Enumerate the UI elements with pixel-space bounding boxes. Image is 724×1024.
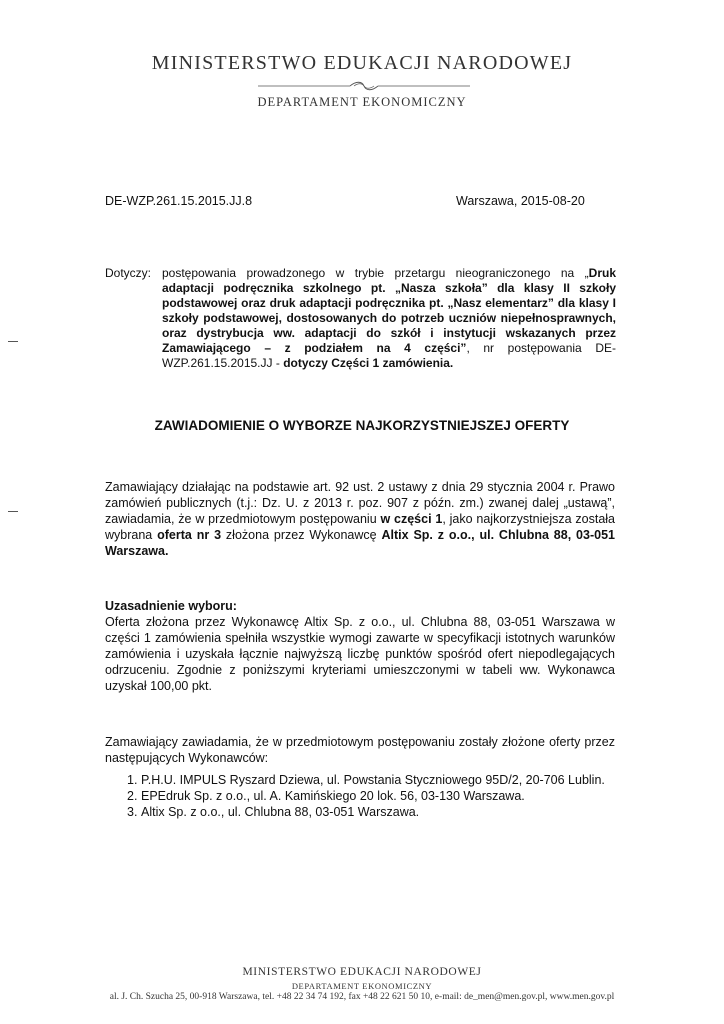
- list-item-text: EPEdruk Sp. z o.o., ul. A. Kamińskiego 20 lok. 56, 03-130 Warszawa.: [141, 789, 525, 803]
- list-item-text: P.H.U. IMPULS Ryszard Dziewa, ul. Powstania Styczniowego 95D/2, 20-706 Lublin.: [141, 773, 605, 787]
- decision-bold-1: w części 1: [380, 512, 443, 526]
- footer-ministry: MINISTERSTWO EDUKACJI NARODOWEJ: [242, 966, 482, 978]
- subject-text-1: postępowania prowadzonego w trybie przetargu nieograniczonego na „: [162, 266, 589, 280]
- footer-address: al. J. Ch. Szucha 25, 00-918 Warszawa, tel. +48 22 34 74 192, fax +48 22 621 50 10, e-mail: de_men@men.gov.pl, www.men.gov.pl: [109, 992, 615, 1002]
- margin-mark: [8, 341, 18, 342]
- footer-department: DEPARTAMENT EKONOMICZNY: [291, 981, 433, 991]
- list-item-number: 2.: [127, 789, 138, 803]
- subject-text-2: , nr postępowania DE-WZP.261.15.2015.JJ -: [162, 341, 616, 370]
- justification-text: Oferta złożona przez Wykonawcę Altix Sp. z o.o., ul. Chlubna 88, 03-051 Warszawa w części 1 zamówienia spełniła wszystkie wymogi zawarte w specyfikacji istotnych warunków zamówienia i uzyskała łącznie najwyższą liczbę punktów spośród ofert niepodlegających odrzuceniu. Zgodnie z poniższymi kryteriami umieszczonymi w tabeli ww. Wykonawca uzyskał 100,00 pkt.: [105, 615, 615, 693]
- decision-bold-2: oferta nr 3: [157, 528, 222, 542]
- decision-bold-3: Altix Sp. z o.o., ul. Chlubna 88, 03-051 Warszawa.: [105, 528, 615, 558]
- subject-bold-1: Druk adaptacji podręcznika szkolnego pt. „Nasza szkoła” dla klasy II szkoły podstawowej oraz druk adaptacji podręcznika pt. „Nasz elementarz” dla klasy I szkoły podstawowej, dostosowanych do potrzeb uczniów niepełnosprawnych, oraz dystrybucja ww. adaptacji do szkół i instytucji wskazanych przez Zamawiającego – z podziałem na 4 części”: [162, 266, 616, 355]
- list-item-number: 3.: [127, 805, 138, 819]
- list-item: [105, 772, 615, 788]
- ornament-divider: [258, 80, 470, 92]
- list-item-text: Altix Sp. z o.o., ul. Chlubna 88, 03-051 Warszawa.: [141, 805, 420, 819]
- decision-text-2: , jako najkorzystniejsza została wybrana: [105, 512, 615, 542]
- list-item-number: 1.: [127, 773, 138, 787]
- ministry-title: MINISTERSTWO EDUKACJI NARODOWEJ: [151, 52, 573, 74]
- place-date: Warszawa, 2015-08-20: [456, 194, 585, 208]
- list-item: [105, 788, 615, 804]
- document-heading: ZAWIADOMIENIE O WYBORZE NAJKORZYSTNIEJSZEJ OFERTY: [154, 418, 570, 433]
- margin-mark: [8, 511, 18, 512]
- justification-title: Uzasadnienie wyboru:: [105, 599, 237, 613]
- decision-text-1: Zamawiający działając na podstawie art. 92 ust. 2 ustawy z dnia 29 stycznia 2004 r. Prawo zamówień publicznych (t.j.: Dz. U. z 2013 r. poz. 907 z późn. zm.) zwanej dalej „ustawą”, zawiadamia, że w przedmiotowym postępowaniu: [105, 480, 615, 526]
- reference-number: DE-WZP.261.15.2015.JJ.8: [105, 194, 253, 208]
- bidders-intro: Zamawiający zawiadamia, że w przedmiotowym postępowaniu zostały złożone oferty przez następujących Wykonawców:: [105, 735, 615, 765]
- list-item: [105, 804, 615, 820]
- subject-bold-2: dotyczy Części 1 zamówienia.: [283, 356, 454, 370]
- department-title: DEPARTAMENT EKONOMICZNY: [257, 95, 467, 109]
- bidders-list: [105, 772, 615, 820]
- decision-paragraph: [105, 479, 615, 559]
- decision-text-3: złożona przez Wykonawcę: [221, 528, 382, 542]
- subject-text: [162, 266, 616, 371]
- subject-label: Dotyczy:: [105, 266, 152, 280]
